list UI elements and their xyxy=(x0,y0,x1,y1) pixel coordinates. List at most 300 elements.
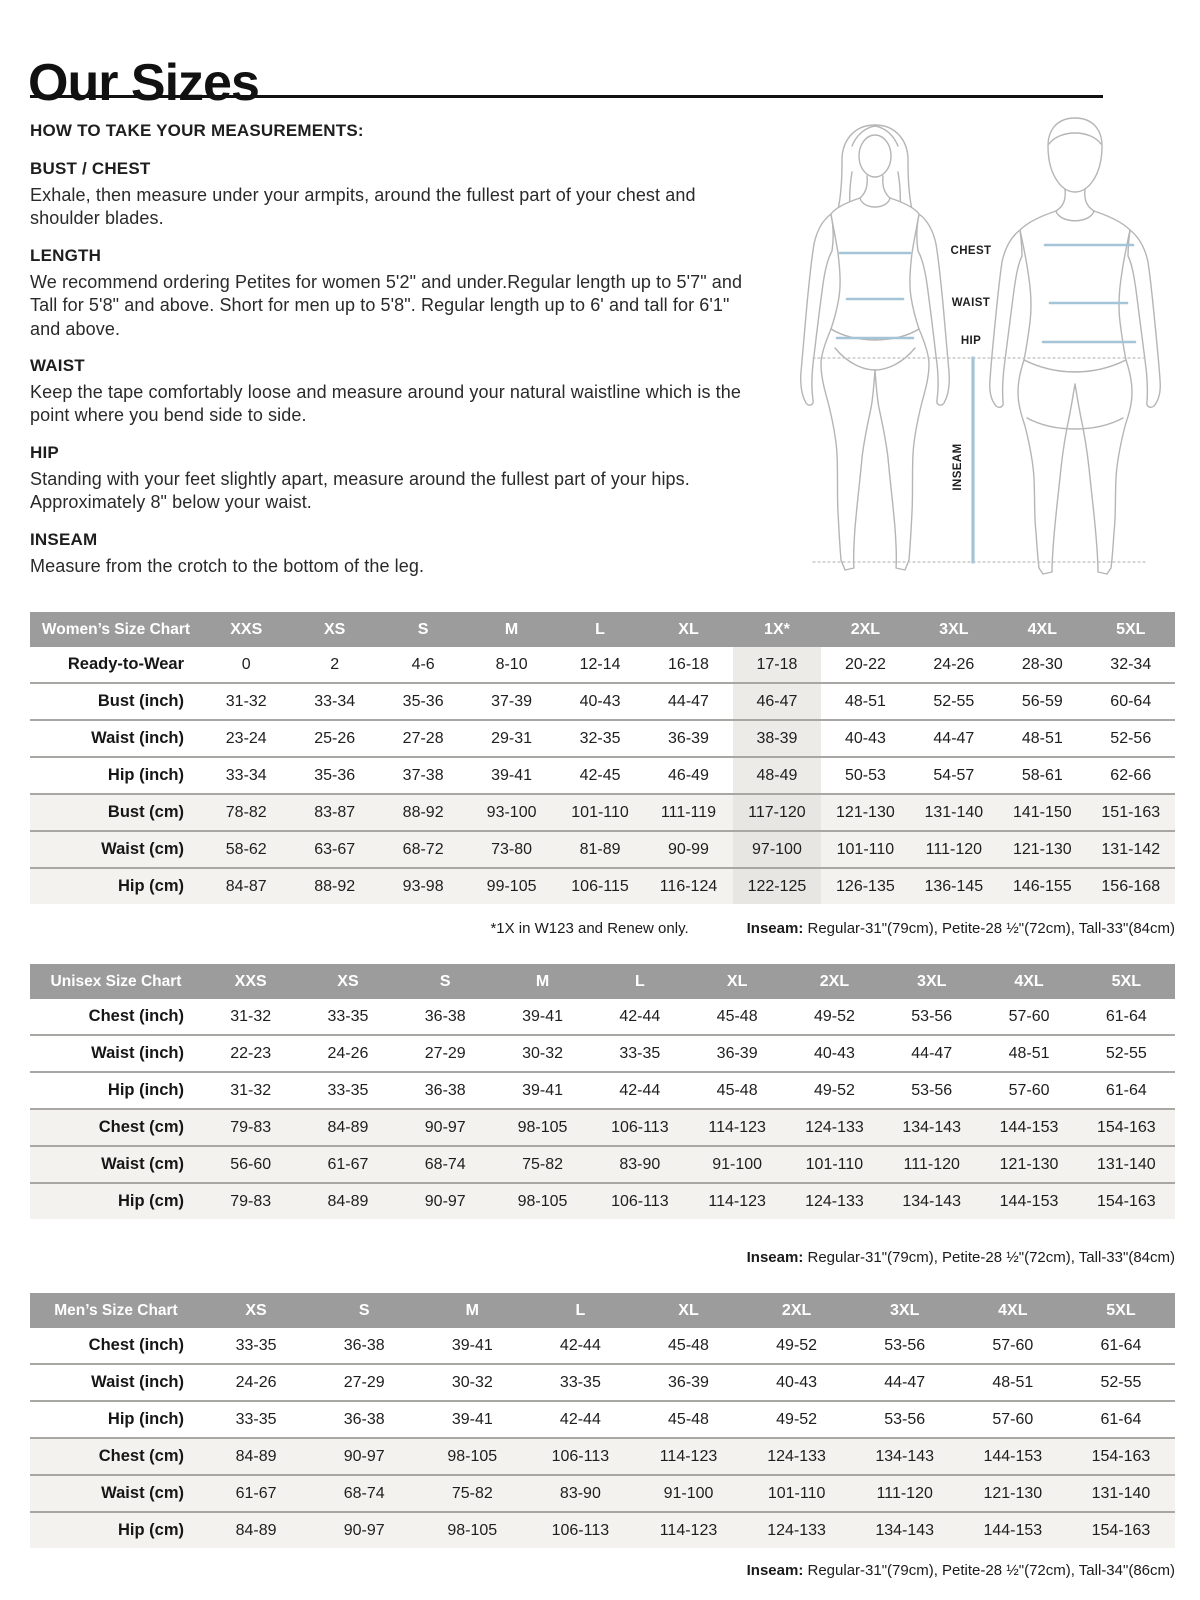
size-cell: 141-150 xyxy=(998,794,1086,831)
size-cell: 111-119 xyxy=(644,794,732,831)
size-cell: 31-32 xyxy=(202,1072,299,1109)
table-row xyxy=(30,1475,1175,1512)
size-cell: 101-110 xyxy=(556,794,644,831)
row-label: Hip (inch) xyxy=(30,757,202,794)
size-cell: 32-34 xyxy=(1110,655,1152,673)
section-title: WAIST xyxy=(30,355,85,375)
size-column-header: S xyxy=(310,1293,418,1328)
table-title: Unisex Size Chart xyxy=(30,964,202,999)
size-cell: 45-48 xyxy=(716,1007,758,1025)
size-cell: 37-39 xyxy=(467,683,555,720)
table-row xyxy=(30,1072,1175,1109)
size-cell: 84-87 xyxy=(202,868,290,904)
size-cell: 111-120 xyxy=(851,1475,959,1512)
size-cell: 93-100 xyxy=(467,794,555,831)
table-title: Men’s Size Chart xyxy=(30,1293,202,1328)
size-cell: 61-67 xyxy=(202,1475,310,1512)
footnote-1x: *1X in W123 and Renew only. xyxy=(490,920,689,937)
section-title: HIP xyxy=(30,442,59,462)
size-cell: 98-105 xyxy=(418,1438,526,1475)
footnote-inseam: Inseam: Regular-31"(79cm), Petite-28 ½"(72cm), Tall-34"(86cm) xyxy=(746,1562,1175,1579)
size-column-header: XL xyxy=(634,1293,742,1328)
row-label: Bust (inch) xyxy=(30,683,202,720)
table-title: Women’s Size Chart xyxy=(30,612,202,647)
size-cell: 33-35 xyxy=(202,1401,310,1438)
size-cell: 49-52 xyxy=(776,1336,818,1354)
size-cell: 131-140 xyxy=(910,794,998,831)
section-body: Keep the tape comfortably loose and measure around your natural waistline which is the point where you bend side to side. xyxy=(30,381,742,426)
size-cell: 29-31 xyxy=(467,720,555,757)
section-length xyxy=(30,246,755,341)
size-column-header: L xyxy=(591,964,688,999)
row-label: Hip (inch) xyxy=(30,1401,202,1438)
size-cell: 39-41 xyxy=(451,1336,493,1354)
size-column-header: XS xyxy=(202,1293,310,1328)
size-cell: 36-39 xyxy=(688,1035,785,1072)
size-column-header: 2XL xyxy=(821,612,909,647)
size-cell: 45-48 xyxy=(688,1072,785,1109)
size-cell: 126-135 xyxy=(821,868,909,904)
size-cell: 131-142 xyxy=(1087,831,1175,868)
size-cell: 116-124 xyxy=(644,868,732,904)
size-cell: 46-49 xyxy=(644,757,732,794)
size-cell: 83-90 xyxy=(526,1475,634,1512)
size-cell: 42-44 xyxy=(559,1336,601,1354)
size-cell: 151-163 xyxy=(1087,794,1175,831)
size-column-header: 5XL xyxy=(1067,1293,1175,1328)
size-cell: 8-10 xyxy=(495,655,528,673)
size-cell: 40-43 xyxy=(743,1364,851,1401)
size-cell: 61-67 xyxy=(299,1146,396,1183)
table-row xyxy=(30,999,1175,1035)
size-cell: 0 xyxy=(241,655,251,673)
size-cell: 90-97 xyxy=(310,1512,418,1548)
size-cell: 101-110 xyxy=(821,831,909,868)
size-cell: 57-60 xyxy=(959,1401,1067,1438)
size-cell: 36-39 xyxy=(634,1364,742,1401)
size-cell: 98-105 xyxy=(494,1183,591,1219)
size-cell: 106-113 xyxy=(591,1109,688,1146)
womens-table-footnotes xyxy=(30,920,1175,937)
size-cell: 68-74 xyxy=(397,1146,494,1183)
size-cell: 33-34 xyxy=(202,757,290,794)
unisex-table-footnotes xyxy=(30,1249,1175,1266)
size-cell: 31-32 xyxy=(230,1007,272,1025)
size-cell: 91-100 xyxy=(688,1146,785,1183)
size-cell: 49-52 xyxy=(813,1007,855,1025)
table-row xyxy=(30,683,1175,720)
size-column-header: M xyxy=(418,1293,526,1328)
size-cell: 78-82 xyxy=(202,794,290,831)
size-column-header: XXS xyxy=(202,964,299,999)
row-label: Waist (cm) xyxy=(30,1146,202,1183)
size-cell: 134-143 xyxy=(883,1183,980,1219)
size-column-header: M xyxy=(467,612,555,647)
size-cell: 124-133 xyxy=(743,1438,851,1475)
title-divider xyxy=(30,95,1103,98)
size-cell: 33-34 xyxy=(290,683,378,720)
section-title: INSEAM xyxy=(30,529,98,549)
size-cell: 99-105 xyxy=(467,868,555,904)
size-cell: 124-133 xyxy=(786,1183,883,1219)
size-cell: 57-60 xyxy=(980,1072,1077,1109)
size-cell: 61-64 xyxy=(1100,1336,1142,1354)
size-column-header: XL xyxy=(688,964,785,999)
mens-size-chart-table xyxy=(30,1293,1175,1548)
size-cell: 144-153 xyxy=(959,1438,1067,1475)
size-cell: 44-47 xyxy=(851,1364,959,1401)
size-cell: 12-14 xyxy=(579,655,621,673)
size-cell: 50-53 xyxy=(821,757,909,794)
size-cell: 39-41 xyxy=(522,1007,563,1025)
size-cell: 38-39 xyxy=(733,720,821,757)
size-column-header: 5XL xyxy=(1078,964,1175,999)
instructions-heading: HOW TO TAKE YOUR MEASUREMENTS: xyxy=(30,121,364,140)
size-cell: 90-99 xyxy=(644,831,732,868)
size-cell: 24-26 xyxy=(933,655,975,673)
size-cell: 131-140 xyxy=(1078,1146,1175,1183)
size-cell: 33-35 xyxy=(299,1072,396,1109)
row-label: Hip (cm) xyxy=(30,1512,202,1548)
table-row xyxy=(30,1328,1175,1364)
size-cell: 27-29 xyxy=(310,1364,418,1401)
size-cell: 98-105 xyxy=(418,1512,526,1548)
row-label: Hip (cm) xyxy=(30,868,202,904)
size-column-header: L xyxy=(526,1293,634,1328)
size-cell: 45-48 xyxy=(634,1401,742,1438)
size-cell: 75-82 xyxy=(418,1475,526,1512)
size-cell: 106-113 xyxy=(591,1183,688,1219)
size-column-header: 3XL xyxy=(883,964,980,999)
size-cell: 36-38 xyxy=(424,1007,466,1025)
row-label: Chest (cm) xyxy=(30,1438,202,1475)
table-row xyxy=(30,720,1175,757)
size-cell: 106-113 xyxy=(526,1512,634,1548)
size-cell: 73-80 xyxy=(467,831,555,868)
size-cell: 33-35 xyxy=(591,1035,688,1072)
row-label: Waist (inch) xyxy=(30,1364,202,1401)
size-cell: 48-51 xyxy=(959,1364,1067,1401)
size-cell: 111-120 xyxy=(910,831,998,868)
size-cell: 30-32 xyxy=(494,1035,591,1072)
size-cell: 33-35 xyxy=(327,1007,369,1025)
size-cell: 52-55 xyxy=(910,683,998,720)
size-cell: 154-163 xyxy=(1078,1183,1175,1219)
size-column-header: 3XL xyxy=(910,612,998,647)
table-row xyxy=(30,647,1175,683)
size-cell: 156-168 xyxy=(1087,868,1175,904)
size-cell: 61-64 xyxy=(1067,1401,1175,1438)
size-cell: 61-64 xyxy=(1105,1007,1147,1025)
size-cell: 22-23 xyxy=(202,1035,299,1072)
size-cell: 134-143 xyxy=(851,1512,959,1548)
size-cell: 36-39 xyxy=(644,720,732,757)
section-title: LENGTH xyxy=(30,245,102,265)
size-cell: 27-29 xyxy=(397,1035,494,1072)
row-label: Chest (cm) xyxy=(30,1109,202,1146)
womens-size-chart-section xyxy=(30,612,1175,937)
size-cell: 44-47 xyxy=(644,683,732,720)
size-cell: 36-38 xyxy=(397,1072,494,1109)
size-cell: 24-26 xyxy=(299,1035,396,1072)
measurement-instructions xyxy=(30,121,755,593)
size-cell: 44-47 xyxy=(883,1035,980,1072)
size-cell: 144-153 xyxy=(959,1512,1067,1548)
size-column-header: L xyxy=(556,612,644,647)
size-cell: 58-61 xyxy=(998,757,1086,794)
section-title: BUST / CHEST xyxy=(30,159,151,178)
unisex-size-chart-section xyxy=(30,964,1175,1266)
size-cell: 39-41 xyxy=(494,1072,591,1109)
size-cell: 48-51 xyxy=(821,683,909,720)
size-column-header: 4XL xyxy=(980,964,1077,999)
size-cell: 83-90 xyxy=(591,1146,688,1183)
table-row xyxy=(30,1035,1175,1072)
size-cell: 121-130 xyxy=(980,1146,1077,1183)
size-cell: 62-66 xyxy=(1087,757,1175,794)
table-row xyxy=(30,1401,1175,1438)
footnote-inseam: Inseam: Regular-31"(79cm), Petite-28 ½"(72cm), Tall-33"(84cm) xyxy=(746,1249,1175,1266)
table-row xyxy=(30,868,1175,904)
size-cell: 16-18 xyxy=(668,655,709,673)
size-cell: 48-51 xyxy=(980,1035,1077,1072)
size-cell: 90-97 xyxy=(397,1109,494,1146)
size-cell: 84-89 xyxy=(299,1183,396,1219)
chest-label: CHEST xyxy=(950,245,992,257)
size-cell: 44-47 xyxy=(910,720,998,757)
size-cell: 63-67 xyxy=(290,831,378,868)
size-cell: 33-35 xyxy=(526,1364,634,1401)
size-cell: 134-143 xyxy=(883,1109,980,1146)
size-cell: 46-47 xyxy=(733,683,821,720)
size-cell: 49-52 xyxy=(786,1072,883,1109)
size-cell: 33-35 xyxy=(235,1336,277,1354)
size-cell: 83-87 xyxy=(290,794,378,831)
size-cell: 52-56 xyxy=(1087,720,1175,757)
table-row xyxy=(30,1183,1175,1219)
size-cell: 36-38 xyxy=(343,1336,385,1354)
figures-illustration xyxy=(778,112,1180,578)
size-cell: 88-92 xyxy=(379,794,467,831)
size-cell: 121-130 xyxy=(959,1475,1067,1512)
size-cell: 40-43 xyxy=(821,720,909,757)
size-cell: 91-100 xyxy=(634,1475,742,1512)
size-cell: 52-55 xyxy=(1067,1364,1175,1401)
size-cell: 117-120 xyxy=(733,794,821,831)
size-cell: 84-89 xyxy=(299,1109,396,1146)
size-cell: 35-36 xyxy=(290,757,378,794)
size-cell: 121-130 xyxy=(821,794,909,831)
section-body: Measure from the crotch to the bottom of the leg. xyxy=(30,555,425,576)
section-body: We recommend ordering Petites for women 5'2" and under.Regular length up to 5'7" and Tall for 5'8" and above. Short for men up to 5'8". Regular length up to 6' and tall for 6'1" and above. xyxy=(30,271,743,339)
size-cell: 114-123 xyxy=(634,1512,742,1548)
row-label: Hip (cm) xyxy=(30,1183,202,1219)
section-waist xyxy=(30,356,755,428)
row-label: Hip (inch) xyxy=(30,1072,202,1109)
size-cell: 154-163 xyxy=(1067,1438,1175,1475)
mens-size-chart-section xyxy=(30,1293,1175,1579)
section-body: Exhale, then measure under your armpits, around the fullest part of your chest and shoulder blades. xyxy=(30,185,696,229)
size-cell: 39-41 xyxy=(467,757,555,794)
size-cell: 75-82 xyxy=(494,1146,591,1183)
section-bust-chest xyxy=(30,159,755,231)
size-cell: 39-41 xyxy=(418,1401,526,1438)
size-column-header: XS xyxy=(299,964,396,999)
row-label: Waist (inch) xyxy=(30,1035,202,1072)
size-cell: 4-6 xyxy=(411,655,435,673)
size-cell: 90-97 xyxy=(310,1438,418,1475)
size-cell: 57-60 xyxy=(992,1336,1034,1354)
size-column-header: XXS xyxy=(202,612,290,647)
size-cell: 101-110 xyxy=(743,1475,851,1512)
size-cell: 48-49 xyxy=(733,757,821,794)
section-body: Standing with your feet slightly apart, measure around the fullest part of your hips. Approximately 8" below your waist. xyxy=(30,468,690,513)
size-column-header: S xyxy=(379,612,467,647)
size-cell: 37-38 xyxy=(379,757,467,794)
table-row xyxy=(30,1438,1175,1475)
size-cell: 17-18 xyxy=(733,647,821,683)
section-hip xyxy=(30,443,755,515)
table-row xyxy=(30,794,1175,831)
size-cell: 58-62 xyxy=(202,831,290,868)
size-cell: 42-45 xyxy=(556,757,644,794)
size-cell: 93-98 xyxy=(379,868,467,904)
row-label: Chest (inch) xyxy=(88,1007,184,1025)
table-row xyxy=(30,757,1175,794)
size-column-header: 4XL xyxy=(998,612,1086,647)
size-cell: 144-153 xyxy=(980,1109,1077,1146)
footnote-inseam: Inseam: Regular-31"(79cm), Petite-28 ½"(72cm), Tall-33"(84cm) xyxy=(746,920,1175,937)
size-column-header: 2XL xyxy=(786,964,883,999)
body-measurement-diagram xyxy=(778,112,1180,578)
size-column-header: XS xyxy=(290,612,378,647)
row-label: Waist (cm) xyxy=(30,831,202,868)
size-cell: 35-36 xyxy=(379,683,467,720)
size-column-header: 5XL xyxy=(1087,612,1175,647)
size-cell: 98-105 xyxy=(494,1109,591,1146)
size-cell: 114-123 xyxy=(688,1183,785,1219)
hip-label: HIP xyxy=(960,335,982,347)
size-cell: 134-143 xyxy=(851,1438,959,1475)
size-cell: 106-113 xyxy=(526,1438,634,1475)
size-cell: 42-44 xyxy=(526,1401,634,1438)
size-cell: 84-89 xyxy=(202,1512,310,1548)
size-cell: 27-28 xyxy=(379,720,467,757)
size-cell: 42-44 xyxy=(619,1007,661,1025)
waist-label: WAIST xyxy=(951,297,991,309)
size-cell: 36-38 xyxy=(310,1401,418,1438)
mens-table-footnotes xyxy=(30,1562,1175,1579)
size-cell: 68-74 xyxy=(310,1475,418,1512)
size-cell: 154-163 xyxy=(1078,1109,1175,1146)
size-column-header: 2XL xyxy=(743,1293,851,1328)
size-column-header: S xyxy=(397,964,494,999)
size-cell: 53-56 xyxy=(884,1336,926,1354)
size-column-header: 3XL xyxy=(851,1293,959,1328)
table-row xyxy=(30,1109,1175,1146)
size-cell: 48-51 xyxy=(998,720,1086,757)
size-cell: 2 xyxy=(330,655,340,673)
size-cell: 79-83 xyxy=(202,1183,299,1219)
size-column-header: 4XL xyxy=(959,1293,1067,1328)
unisex-size-chart-table xyxy=(30,964,1175,1219)
size-cell: 114-123 xyxy=(634,1438,742,1475)
size-cell: 49-52 xyxy=(743,1401,851,1438)
size-cell: 31-32 xyxy=(202,683,290,720)
size-column-header: XL xyxy=(644,612,732,647)
size-cell: 79-83 xyxy=(202,1109,299,1146)
size-cell: 23-24 xyxy=(202,720,290,757)
size-cell: 131-140 xyxy=(1067,1475,1175,1512)
size-cell: 124-133 xyxy=(743,1512,851,1548)
size-cell: 56-59 xyxy=(998,683,1086,720)
row-label: Chest (inch) xyxy=(88,1336,184,1354)
section-inseam xyxy=(30,530,755,578)
page-title: Our Sizes xyxy=(28,53,259,112)
size-cell: 53-56 xyxy=(851,1401,959,1438)
size-cell: 20-22 xyxy=(844,655,886,673)
size-cell: 81-89 xyxy=(556,831,644,868)
size-cell: 84-89 xyxy=(202,1438,310,1475)
size-cell: 111-120 xyxy=(883,1146,980,1183)
row-label: Waist (inch) xyxy=(30,720,202,757)
size-cell: 68-72 xyxy=(379,831,467,868)
size-cell: 101-110 xyxy=(786,1146,883,1183)
size-cell: 28-30 xyxy=(1021,655,1063,673)
size-cell: 146-155 xyxy=(998,868,1086,904)
row-label: Bust (cm) xyxy=(30,794,202,831)
size-cell: 54-57 xyxy=(910,757,998,794)
size-cell: 144-153 xyxy=(980,1183,1077,1219)
size-cell: 42-44 xyxy=(591,1072,688,1109)
table-row xyxy=(30,1146,1175,1183)
size-cell: 30-32 xyxy=(418,1364,526,1401)
row-label: Ready-to-Wear xyxy=(67,655,184,673)
size-cell: 57-60 xyxy=(1008,1007,1050,1025)
woman-figure-outline xyxy=(801,125,950,570)
size-cell: 124-133 xyxy=(786,1109,883,1146)
table-row xyxy=(30,831,1175,868)
size-cell: 60-64 xyxy=(1087,683,1175,720)
size-column-header: 1X* xyxy=(733,612,821,647)
size-cell: 32-35 xyxy=(556,720,644,757)
womens-size-chart-table xyxy=(30,612,1175,904)
inseam-label: INSEAM xyxy=(952,443,964,491)
size-cell: 53-56 xyxy=(883,1072,980,1109)
table-row xyxy=(30,1364,1175,1401)
size-cell: 121-130 xyxy=(998,831,1086,868)
size-cell: 56-60 xyxy=(202,1146,299,1183)
size-cell: 136-145 xyxy=(910,868,998,904)
size-cell: 25-26 xyxy=(290,720,378,757)
size-cell: 122-125 xyxy=(733,868,821,904)
size-cell: 52-55 xyxy=(1078,1035,1175,1072)
size-cell: 88-92 xyxy=(290,868,378,904)
size-cell: 114-123 xyxy=(688,1109,785,1146)
size-cell: 53-56 xyxy=(911,1007,953,1025)
size-cell: 61-64 xyxy=(1078,1072,1175,1109)
size-cell: 45-48 xyxy=(668,1336,709,1354)
size-cell: 154-163 xyxy=(1067,1512,1175,1548)
size-cell: 24-26 xyxy=(202,1364,310,1401)
size-cell: 40-43 xyxy=(786,1035,883,1072)
man-figure-outline xyxy=(990,118,1161,574)
size-column-header: M xyxy=(494,964,591,999)
size-cell: 106-115 xyxy=(556,868,644,904)
row-label: Waist (cm) xyxy=(30,1475,202,1512)
table-row xyxy=(30,1512,1175,1548)
size-cell: 97-100 xyxy=(733,831,821,868)
